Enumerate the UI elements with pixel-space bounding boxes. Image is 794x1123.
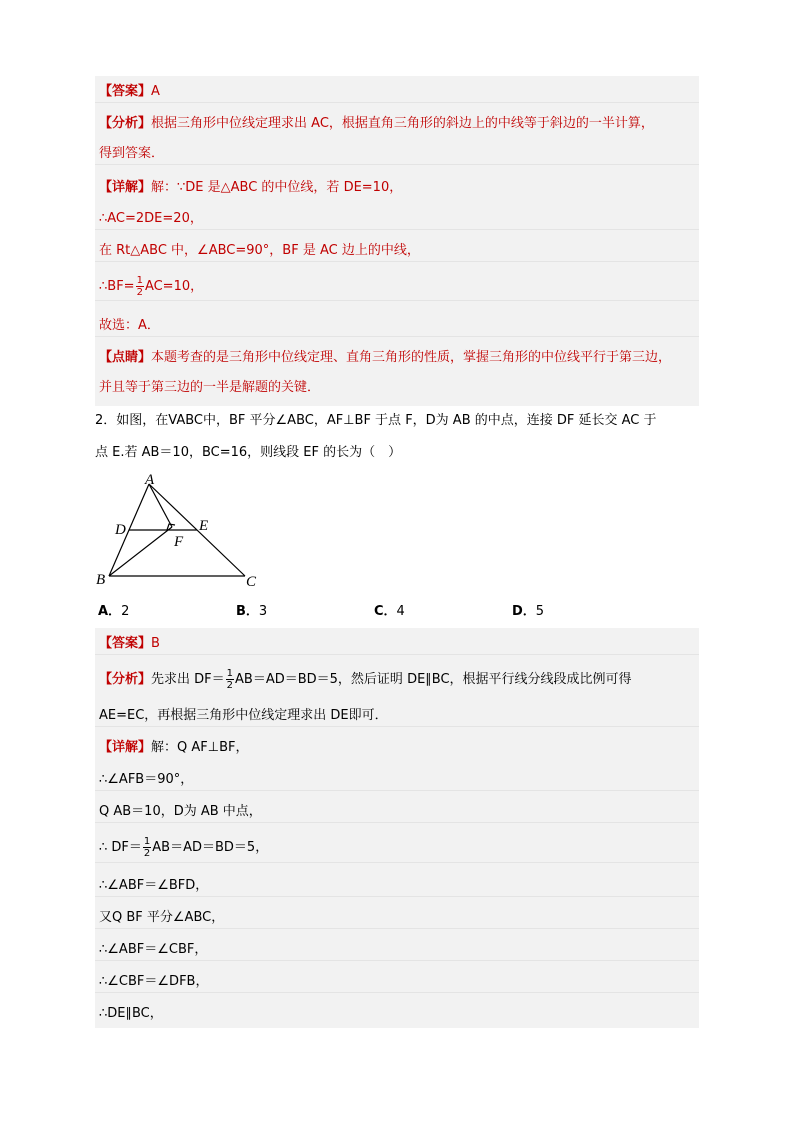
option-d-letter: D． bbox=[512, 604, 536, 619]
detail-2-4-post: AB＝AD＝BD＝5， bbox=[152, 840, 269, 855]
option-a-value: 2 bbox=[121, 604, 130, 619]
comment-tag: 【点睛】 bbox=[99, 350, 152, 365]
analysis-2-line-1 bbox=[95, 666, 699, 694]
analysis-line-1 bbox=[95, 114, 699, 134]
fraction-2-den: 2 bbox=[226, 680, 234, 691]
option-a[interactable] bbox=[98, 602, 129, 622]
detail-2-4-pre: ∴ DF＝ bbox=[99, 840, 142, 855]
label-F: F bbox=[174, 534, 184, 550]
detail-2-line-9: ∴DE∥BC， bbox=[99, 1006, 163, 1021]
option-d-value: 5 bbox=[535, 604, 545, 619]
detail-line-2: ∴AC=2DE=20， bbox=[95, 209, 699, 230]
option-b[interactable] bbox=[236, 602, 267, 622]
label-C: C bbox=[246, 574, 257, 590]
detail-line-5: 故选：A． bbox=[95, 316, 699, 337]
answer-value: A bbox=[151, 84, 160, 99]
detail-2-line-3: Q AB＝10，D为 AB 中点， bbox=[95, 802, 699, 823]
answer-line-2 bbox=[95, 634, 699, 655]
analysis-line-2: 得到答案． bbox=[95, 144, 699, 165]
detail-text: 解：∵DE 是△ABC 的中位线，若 DE=10， bbox=[151, 180, 403, 195]
fraction-2-num: 1 bbox=[226, 668, 234, 679]
option-a-letter: A． bbox=[98, 604, 122, 619]
detail-4-pre: ∴BF= bbox=[99, 279, 135, 294]
fraction-3 bbox=[143, 836, 151, 859]
fraction-2 bbox=[226, 668, 234, 691]
fraction-den: 2 bbox=[136, 287, 143, 298]
detail-line-4 bbox=[95, 274, 699, 301]
triangle-figure bbox=[88, 472, 268, 592]
detail-2-line-4 bbox=[95, 834, 699, 863]
fraction bbox=[136, 275, 144, 298]
comment-line-1 bbox=[95, 348, 699, 368]
detail-tag-2: 【详解】 bbox=[99, 740, 152, 755]
detail-2-line-6: 又Q BF 平分∠ABC， bbox=[95, 908, 699, 929]
detail-tag: 【详解】 bbox=[99, 180, 152, 195]
label-D: D bbox=[115, 522, 126, 538]
detail-line-1 bbox=[95, 178, 699, 198]
option-d[interactable] bbox=[512, 602, 544, 622]
detail-2-text: 解：Q AF⊥BF， bbox=[151, 740, 249, 755]
analysis-2-line-2: AE=EC，再根据三角形中位线定理求出 DE即可． bbox=[95, 706, 699, 727]
fraction-num: 1 bbox=[136, 275, 143, 286]
label-A: A bbox=[145, 472, 155, 488]
label-B: B bbox=[96, 572, 106, 588]
option-c-letter: C． bbox=[374, 604, 397, 619]
detail-2-line-5: ∴∠ABF＝∠BFD， bbox=[95, 876, 699, 897]
analysis-2-pre: 先求出 DF＝ bbox=[151, 672, 225, 687]
label-E: E bbox=[199, 518, 209, 534]
answer-tag-2: 【答案】 bbox=[99, 636, 152, 651]
detail-2-line-2: ∴∠AFB＝90°， bbox=[95, 770, 699, 791]
detail-2-line-8: ∴∠CBF＝∠DFB， bbox=[95, 972, 699, 993]
analysis-tag: 【分析】 bbox=[99, 116, 152, 131]
comment-line-2: 并且等于第三边的一半是解题的关键． bbox=[99, 380, 321, 395]
detail-2-line-7: ∴∠ABF＝∠CBF， bbox=[95, 940, 699, 961]
answer-value-2: B bbox=[151, 636, 160, 651]
option-c[interactable] bbox=[374, 602, 405, 622]
answer-tag: 【答案】 bbox=[99, 84, 152, 99]
option-c-value: 4 bbox=[396, 604, 405, 619]
question-2-line-2: 点 E.若 AB＝10，BC=16，则线段 EF 的长为（ ） bbox=[95, 445, 402, 460]
detail-2-line-1 bbox=[95, 738, 699, 758]
solution-2 bbox=[95, 628, 699, 1028]
option-b-value: 3 bbox=[258, 604, 268, 619]
detail-4-post: AC=10， bbox=[144, 279, 204, 294]
detail-line-3: 在 Rt△ABC 中，∠ABC=90°，BF 是 AC 边上的中线， bbox=[95, 241, 699, 262]
question-2-line-1: 2．如图，在VABC中，BF 平分∠ABC，AF⊥BF 于点 F，D为 AB 的中点，连接 DF 延长交 AC 于 bbox=[95, 413, 657, 428]
analysis-2-post: AB＝AD＝BD＝5，然后证明 DE∥BC，根据平行线分线段成比例可得 bbox=[235, 672, 632, 687]
analysis-tag-2: 【分析】 bbox=[99, 672, 152, 687]
solution-1 bbox=[95, 76, 699, 406]
option-b-letter: B． bbox=[236, 604, 259, 619]
fraction-3-den: 2 bbox=[143, 848, 151, 859]
comment-text: 本题考查的是三角形中位线定理、直角三角形的性质，掌握三角形的中位线平行于第三边， bbox=[151, 350, 672, 365]
analysis-text: 根据三角形中位线定理求出 AC，根据直角三角形的斜边上的中线等于斜边的一半计算， bbox=[151, 116, 654, 131]
answer-line bbox=[95, 82, 699, 103]
fraction-3-num: 1 bbox=[143, 836, 151, 847]
